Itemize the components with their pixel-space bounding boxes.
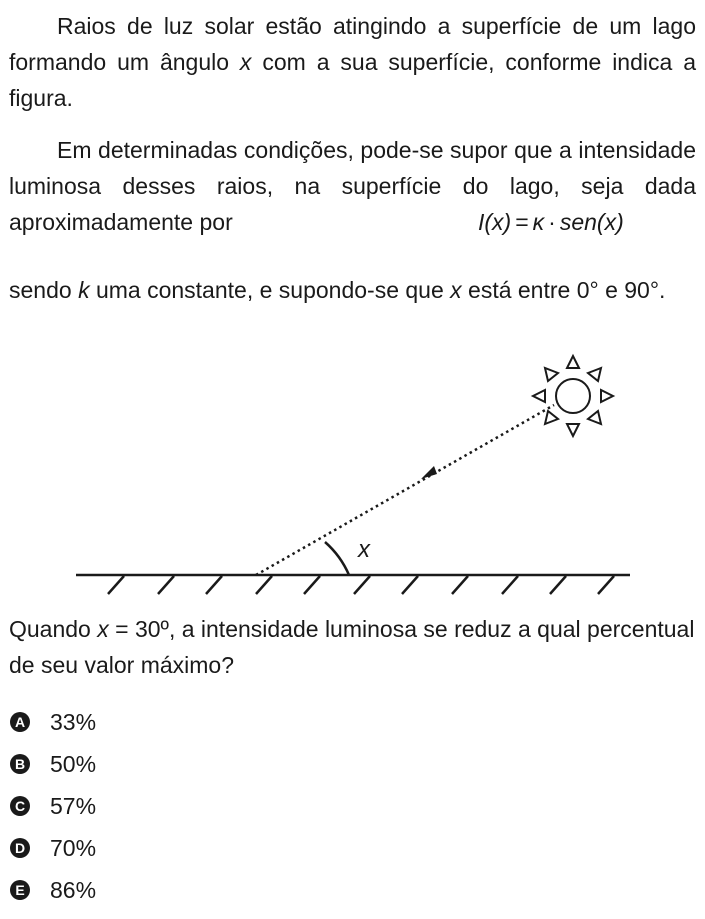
variable-k: k [78, 277, 90, 303]
variable-x: x [450, 277, 462, 303]
formula-equals: = [515, 209, 529, 235]
formula-lhs: I(x) [478, 209, 512, 235]
statement-paragraph-2: Em determinadas condições, pode-se supor que a intensidade luminosa desses raios, na superfície do lago, seja dada aproximadamente por [9, 137, 696, 235]
option-text: 57% [50, 792, 97, 819]
question-text [9, 611, 696, 683]
statement-paragraph-1 [9, 8, 696, 116]
variable-x: x [239, 49, 252, 75]
sun-ray-line [256, 405, 554, 575]
option-text: 86% [50, 876, 97, 903]
formula-dot: · [548, 209, 556, 235]
statement-text: sendo [9, 277, 79, 303]
ground-hatching [108, 576, 614, 594]
option-c[interactable] [10, 785, 96, 827]
statement-text: Raios de luz solar estão atingindo a superfície de um lago formando um ângulo [9, 13, 696, 75]
question-part: = 30º, a intensidade luminosa se reduz a qual percentual de seu valor máximo? [9, 616, 695, 678]
option-text: 33% [50, 708, 97, 735]
angle-arc [325, 542, 349, 575]
question-part: Quando [9, 616, 98, 642]
option-e[interactable] [10, 869, 96, 911]
option-text: 70% [50, 834, 97, 861]
formula-rhs: sen(x) [559, 209, 624, 235]
statement-paragraph-3 [9, 272, 696, 308]
intensity-formula [478, 204, 624, 240]
option-a[interactable] [10, 701, 96, 743]
option-letter-badge: D [10, 838, 30, 858]
answer-options [10, 701, 96, 911]
angle-label: x [358, 536, 370, 563]
variable-x: x [97, 616, 109, 642]
option-text: 50% [50, 750, 97, 777]
sun-ray-figure [0, 340, 705, 600]
option-b[interactable] [10, 743, 96, 785]
option-letter-badge: B [10, 754, 30, 774]
statement-text: com a sua superfície, conforme indica a figura. [9, 49, 696, 111]
formula-constant: κ [532, 209, 545, 235]
sun-icon [533, 356, 613, 436]
option-letter-badge: E [10, 880, 30, 900]
option-letter-badge: C [10, 796, 30, 816]
option-letter-badge: A [10, 712, 30, 732]
statement-text: está entre 0° e 90°. [461, 277, 666, 303]
option-d[interactable] [10, 827, 96, 869]
statement-text: uma constante, e supondo-se que [89, 277, 451, 303]
